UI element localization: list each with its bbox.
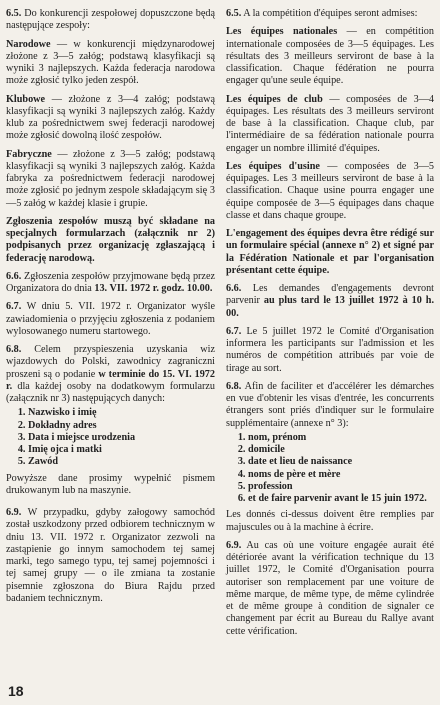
list-item: 1. Nazwisko i imię <box>28 407 215 419</box>
page-number: 18 <box>8 683 24 699</box>
para-6-5-fr: 6.5. A la compétition d'équipes seront admises: <box>226 8 418 19</box>
team-club-fr: Les équipes de club — composées de 3—4 équipages. Les résultats des 3 meilleurs serviront de base à la classification. Chaque club, par l'intermédiaire de sa fédération nationale pourra engager un nombre illimité d'équipes. <box>226 93 434 154</box>
team-national-pl: Narodowe — w konkurencji międzynarodowej złożone z 3—5 załóg; podstawą klasyfikacji są wyniki 3 najlepszych. Każda federacja narodowa może zgłosić tylko jeden zespół. <box>6 38 215 87</box>
list-item: 2. domicile <box>248 444 434 456</box>
list-item: 3. date et lieu de naissance <box>248 456 434 468</box>
print-instruction-fr: Les donnés ci-dessus doivent être remplies par majuscules ou à la machine à écrire. <box>226 509 434 533</box>
para-6-7-fr: 6.7. Le 5 juillet 1972 le Comité d'Organisation informera les participants sur l'admission et les numéros de compétition attribués par voie de tirage au sort. <box>226 325 435 374</box>
print-instruction-pl: Powyższe dane prosimy wypełnić pismem drukowanym lub na maszynie. <box>6 472 215 496</box>
list-item: 4. Imię ojca i matki <box>28 444 215 456</box>
list-item: 2. Dokładny adres <box>28 420 215 432</box>
registration-note-pl: Zgłoszenia zespołów muszą być składane na specjalnych formularzach (załącznik nr 2) podpisanych przez organizację zgłaszającą i federację narodową. <box>6 215 215 264</box>
para-6-6-pl: 6.6. Zgłoszenia zespołów przyjmowane będą przez Organizatora do dnia 13. VII. 1972 r. godz. 10.00. <box>6 270 215 294</box>
list-item: 4. noms de père et mère <box>248 469 434 481</box>
list-item: 5. Zawód <box>28 456 215 468</box>
list-item: 3. Data i miejsce urodzenia <box>28 432 215 444</box>
para-6-7-pl: 6.7. W dniu 5. VII. 1972 r. Organizator wyśle zawiadomienia o przyjęciu zgłoszenia z podaniem wylosowanego numeru startowego. <box>6 301 215 337</box>
visa-data-list-pl <box>6 407 215 468</box>
para-6-8-fr: 6.8. Afin de faciliter et d'accélérer les démarches en vue d'obtenir les visas d'entrée, les concurrents étrangers sont priés d'indiquer sur le formulaire supplémentaire (annexe n° 3): <box>226 380 434 429</box>
para-6-6-fr: 6.6. Les demandes d'engagements devront parvenir au plus tard le 13 juillet 1972 à 10 h. 00. <box>226 283 434 319</box>
registration-note-fr: L'engagement des équipes devra être rédigé sur un formulaire spécial (annexe n° 2) et signé par la Fédération Nationale et par l'organisation présentant cette équipe. <box>226 228 434 276</box>
team-national-fr: Les équipes nationales — en compétition internationale composées de 3—5 équipages. Les résultats des 3 meilleurs serviront de base à la classification. Chaque fédération ne pourra engager qu'une seule équipe. <box>226 26 434 87</box>
para-6-5-pl: 6.5. Do konkurencji zespołowej dopuszczone będą następujące zespoły: <box>6 8 215 32</box>
team-factory-pl: Fabryczne — złożone z 3—5 załóg; podstawą klasyfikacji są wyniki 3 najlepszych załóg. Każda fabryka za pośrednictwem federacji narodowej może zgłosić po jednym zespole składającym się 3—5 załóg w każdej klasie i grupie. <box>6 148 215 209</box>
polish-column <box>6 8 215 611</box>
list-item: 5. profession <box>248 481 434 493</box>
team-club-pl: Klubowe — złożone z 3—4 załóg; podstawą klasyfikacji są wyniki 3 najlepszych załóg. Każdy klub za pośrednictwem swej federacji narodowej może zgłosić dowolną ilość zespołów. <box>6 93 215 142</box>
list-item: 6. et de faire parvenir avant le 15 juin 1972. <box>248 493 434 505</box>
visa-data-list-fr <box>226 432 434 506</box>
para-6-8-pl: 6.8. Celem przyspieszenia uzyskania wiz wjazdowych do Polski, zawodnicy zagraniczni proszeni są o podanie w terminie do 15. VI. 1972 r. dla każdej osoby na dodatkowym formularzu (załącznik nr 3) następujących danych: <box>6 344 215 404</box>
list-item: 1. nom, prénom <box>248 432 434 444</box>
team-factory-fr: Les équipes d'usine — composées de 3—5 équipages. Les 3 meilleurs serviront de base à la classification. Chaque usine pourra engager une équipe composée de 3—5 équipages dans chaque classe et dans chaque groupe. <box>226 160 434 221</box>
para-6-9-fr: 6.9. Au cas où une voiture engagée aurait été détériorée avant la vérification technique du 13 juillet 1972, le Comité d'Organisation pourra autoriser son remplacement par une voiture de même marque, de même type, de même cylindrée et de même groupe à condition de signaler ce changement par écrit au Bureau du Rallye avant cette vérification. <box>226 539 434 637</box>
french-column <box>226 8 434 644</box>
para-6-9-pl: 6.9. W przypadku, gdyby załogowy samochód został uszkodzony przed odbiorem technicznym w dniu 13. VII. 1972 r. Organizator zezwoli na zastąpienie go innym samochodem tej samej marki, tego samego typu, tej samej pojemności i tej samej grupy — o ile zmiana ta zostanie pisemnie zgłoszona do Biura Rajdu przed badaniem technicznym. <box>6 507 215 604</box>
